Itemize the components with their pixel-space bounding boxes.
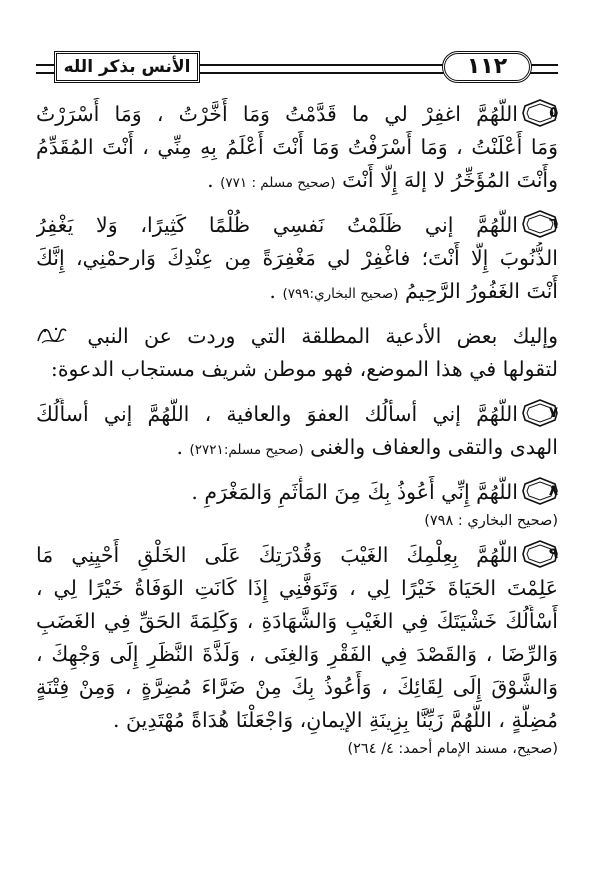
dua-text: اللَّهُمَّ إني أسألُك العفوَ والعافية ، اللَّهُمَّ إني أسأَلُكَ bbox=[36, 402, 518, 426]
dua-text: اللَّهُمَّ إني ظَلَمْتُ نَفسِي ظُلْمًا كَثِيرًا، وَلا يَغْفِرُ bbox=[36, 213, 518, 237]
dua-number: ٦ bbox=[548, 214, 558, 232]
dua-number: ٥ bbox=[548, 103, 558, 121]
ornament-number-icon bbox=[522, 540, 558, 568]
dua-text: وأَنْتَ المُؤَخِّرُ لا إلهَ إِلَّا أَنْتَ bbox=[342, 168, 558, 192]
book-title: الأنس بذكر الله bbox=[63, 56, 191, 77]
dua-line: ٨ اللَّهُمَّ إِنِّي أَعُوذُ بِكَ مِنَ المَأْثَمِ وَالمَغْرَمِ . bbox=[36, 476, 558, 509]
hadith-source: (صحيح مسلم : ٧٧١) bbox=[220, 175, 336, 191]
spacer bbox=[36, 464, 558, 476]
hadith-source: (صحيح البخاري:٧٩٩) bbox=[282, 286, 399, 302]
dua-line: وَالرِّضَا ، وَالقَصْدَ فِي الفَقْرِ وَالغِنَى ، وَلَذَّةَ النَّظَرِ إِلَى وَجْهِكَ ، bbox=[36, 642, 558, 666]
dua-text: الهدى والتقى والعفاف والغنى bbox=[310, 435, 558, 459]
dua-line bbox=[36, 98, 558, 131]
dua-line: عَلِمْتَ الحَيَاةَ خَيْرًا لِي ، وَتَوَفَّنِي إِذَا كَانَتِ الوَفَاةُ خَيْرًا لِي ، bbox=[36, 576, 558, 600]
dua-line bbox=[36, 539, 558, 572]
dua-8 bbox=[36, 476, 558, 533]
dua-line: أَنْتَ الغَفُورُ الرَّحِيمُ (صحيح البخاري:٧٩٩) . bbox=[269, 279, 558, 303]
dua-5 bbox=[36, 98, 558, 197]
book-title-frame bbox=[54, 51, 200, 83]
salawat-icon bbox=[36, 323, 68, 347]
dua-text: أَنْتَ الغَفُورُ الرَّحِيمُ bbox=[404, 279, 558, 303]
dua-line bbox=[36, 398, 558, 431]
dua-line: أَسْأَلُكَ خَشْيَتَكَ فِي الغَيْبِ وَالشَّهَادَةِ ، وَكَلِمَةَ الحَقِّ فِي الغَضَبِ bbox=[36, 609, 558, 633]
page-content bbox=[36, 98, 558, 761]
intro-text: وإليك بعض الأدعية المطلقة التي وردت عن النبي bbox=[87, 324, 558, 348]
dua-line: مُضِلَّةٍ ، اللَّهُمَّ زَيِّنَّا بِزِينَةِ الإيمانِ، وَاجْعَلْنَا هُدَاةً مُهْتَدِينَ . bbox=[112, 708, 558, 732]
spacer bbox=[36, 197, 558, 209]
ornament-number-icon bbox=[522, 477, 558, 505]
page-header bbox=[36, 48, 558, 90]
dua-line: وَالشَّوْقَ إِلَى لِقَائِكَ ، وَأَعُوذُ بِكَ مِنْ ضَرَّاءَ مُضِرَّةٍ ، وَمِنْ فِتْنَةٍ bbox=[36, 675, 558, 699]
hadith-source: (صحيح مسلم:٢٧٢١) bbox=[189, 442, 304, 458]
dua-text: اللَّهُمَّ إِنِّي أَعُوذُ بِكَ مِنَ المَأْثَمِ وَالمَغْرَمِ bbox=[204, 480, 518, 504]
intro-line: لتقولها في هذا الموضع، فهو موطن شريف مستجاب الدعوة: bbox=[50, 357, 558, 381]
page-number-frame bbox=[442, 51, 532, 83]
page-number: ١١٢ bbox=[466, 54, 508, 79]
dua-9 bbox=[36, 539, 558, 761]
dua-line: وأَنْتَ المُؤَخِّرُ لا إلهَ إِلَّا أَنْتَ (صحيح مسلم : ٧٧١) . bbox=[207, 168, 558, 192]
dua-line bbox=[36, 209, 558, 242]
hadith-source: (صحيح، مسند الإمام أحمد: ٤/ ٢٦٤) bbox=[347, 741, 558, 757]
dua-6 bbox=[36, 209, 558, 308]
dua-line: الذُّنُوبَ إِلَّا أَنْتَ؛ فاغْفِرْ لي مَغْفِرَةً مِن عِنْدِكَ وَارحمْنِي، إِنَّكَ bbox=[36, 246, 558, 270]
dua-line: الهدى والتقى والعفاف والغنى (صحيح مسلم:٢٧٢١) . bbox=[176, 435, 558, 459]
spacer bbox=[36, 308, 558, 320]
dua-7 bbox=[36, 398, 558, 464]
ornament-number-icon bbox=[522, 99, 558, 127]
intro-line bbox=[36, 320, 558, 353]
ornament-number-icon bbox=[522, 399, 558, 427]
spacer bbox=[36, 386, 558, 398]
dua-text: اللَّهُمَّ بِعِلْمِكَ الغَيْبَ وَقُدْرَتِكَ عَلَى الخَلْقِ أَحْيِنِي مَا bbox=[36, 543, 518, 567]
dua-number: ٩ bbox=[548, 544, 558, 562]
hadith-source: (صحيح البخاري : ٧٩٨) bbox=[424, 513, 558, 529]
dua-number: ٨ bbox=[548, 481, 558, 499]
dua-number: ٧ bbox=[548, 403, 558, 421]
dua-text: اللَّهُمَّ اغفِرْ لي ما قَدَّمْتُ وَمَا أَخَّرْتُ ، وَمَا أَسْرَرْتُ bbox=[36, 102, 518, 126]
dua-line: وَمَا أَعْلَنْتُ ، وَمَا أَسْرَفْتُ وَمَا أَنْتَ أَعْلَمُ بِهِ مِنِّي ، أَنْتَ المُقَدِّمُ bbox=[36, 135, 558, 159]
intro-paragraph bbox=[36, 320, 558, 386]
ornament-number-icon bbox=[522, 210, 558, 238]
